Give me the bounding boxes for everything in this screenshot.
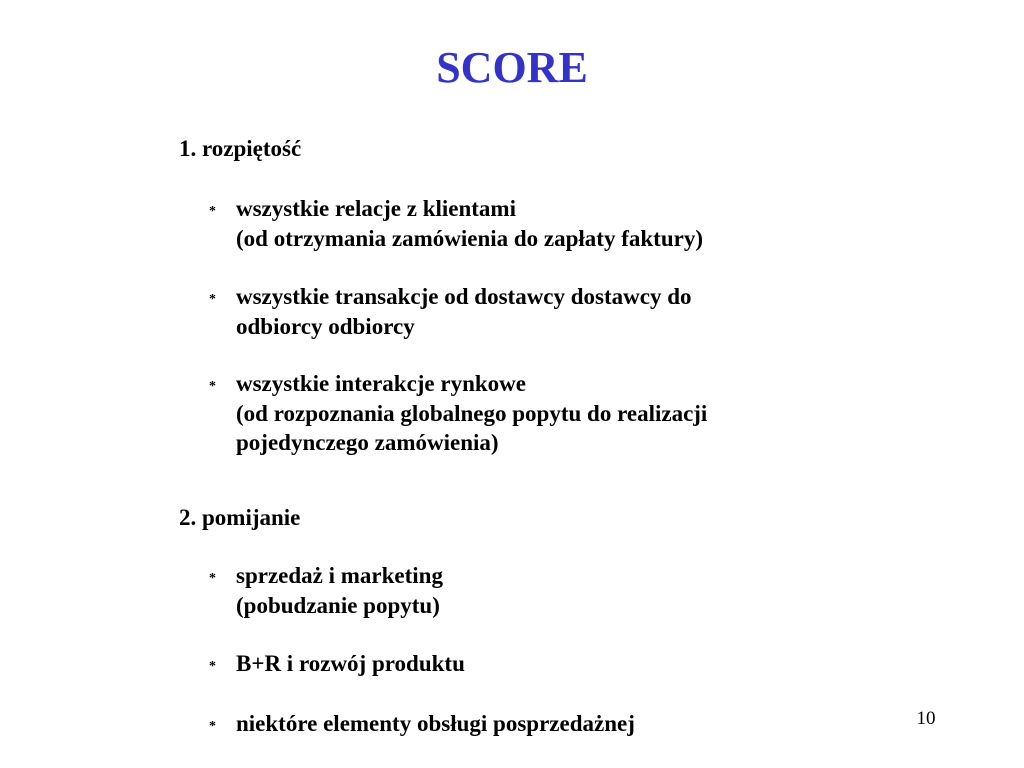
list-item: [236, 709, 635, 739]
section-heading-omission: 2. pomijanie: [179, 505, 301, 530]
bullet-marker: *: [209, 571, 216, 586]
bullet-marker: *: [209, 379, 216, 394]
list-item-line: pojedynczego zamówienia): [236, 430, 499, 455]
list-item: [236, 369, 707, 458]
bullet-marker: *: [209, 719, 216, 734]
list-item-line: B+R i rozwój produktu: [236, 651, 465, 676]
list-item: [236, 649, 465, 679]
list-item-line: niektóre elementy obsługi posprzedażnej: [236, 711, 635, 736]
list-item-line: (od otrzymania zamówienia do zapłaty faktury): [236, 225, 703, 251]
list-item-line: wszystkie interakcje rynkowe: [236, 371, 527, 396]
list-item: [236, 194, 703, 253]
list-item-line: wszystkie relacje z klientami: [236, 196, 516, 221]
list-item: [236, 561, 443, 620]
list-item-line: (pobudzanie popytu): [236, 592, 440, 618]
bullet-marker: *: [209, 659, 216, 674]
page-number: 10: [916, 708, 936, 729]
list-item-line: sprzedaż i marketing: [236, 563, 443, 588]
list-item-line: odbiorcy odbiorcy: [236, 313, 415, 339]
section-heading-scope: 1. rozpiętość: [179, 136, 302, 161]
bullet-marker: *: [209, 292, 216, 307]
bullet-marker: *: [209, 204, 216, 219]
list-item-line: (od rozpoznania globalnego popytu do realizacji: [236, 400, 708, 426]
slide-title: SCORE: [436, 43, 588, 92]
list-item-line: wszystkie transakcje od dostawcy dostawcy do: [236, 284, 692, 309]
list-item: [236, 282, 692, 341]
